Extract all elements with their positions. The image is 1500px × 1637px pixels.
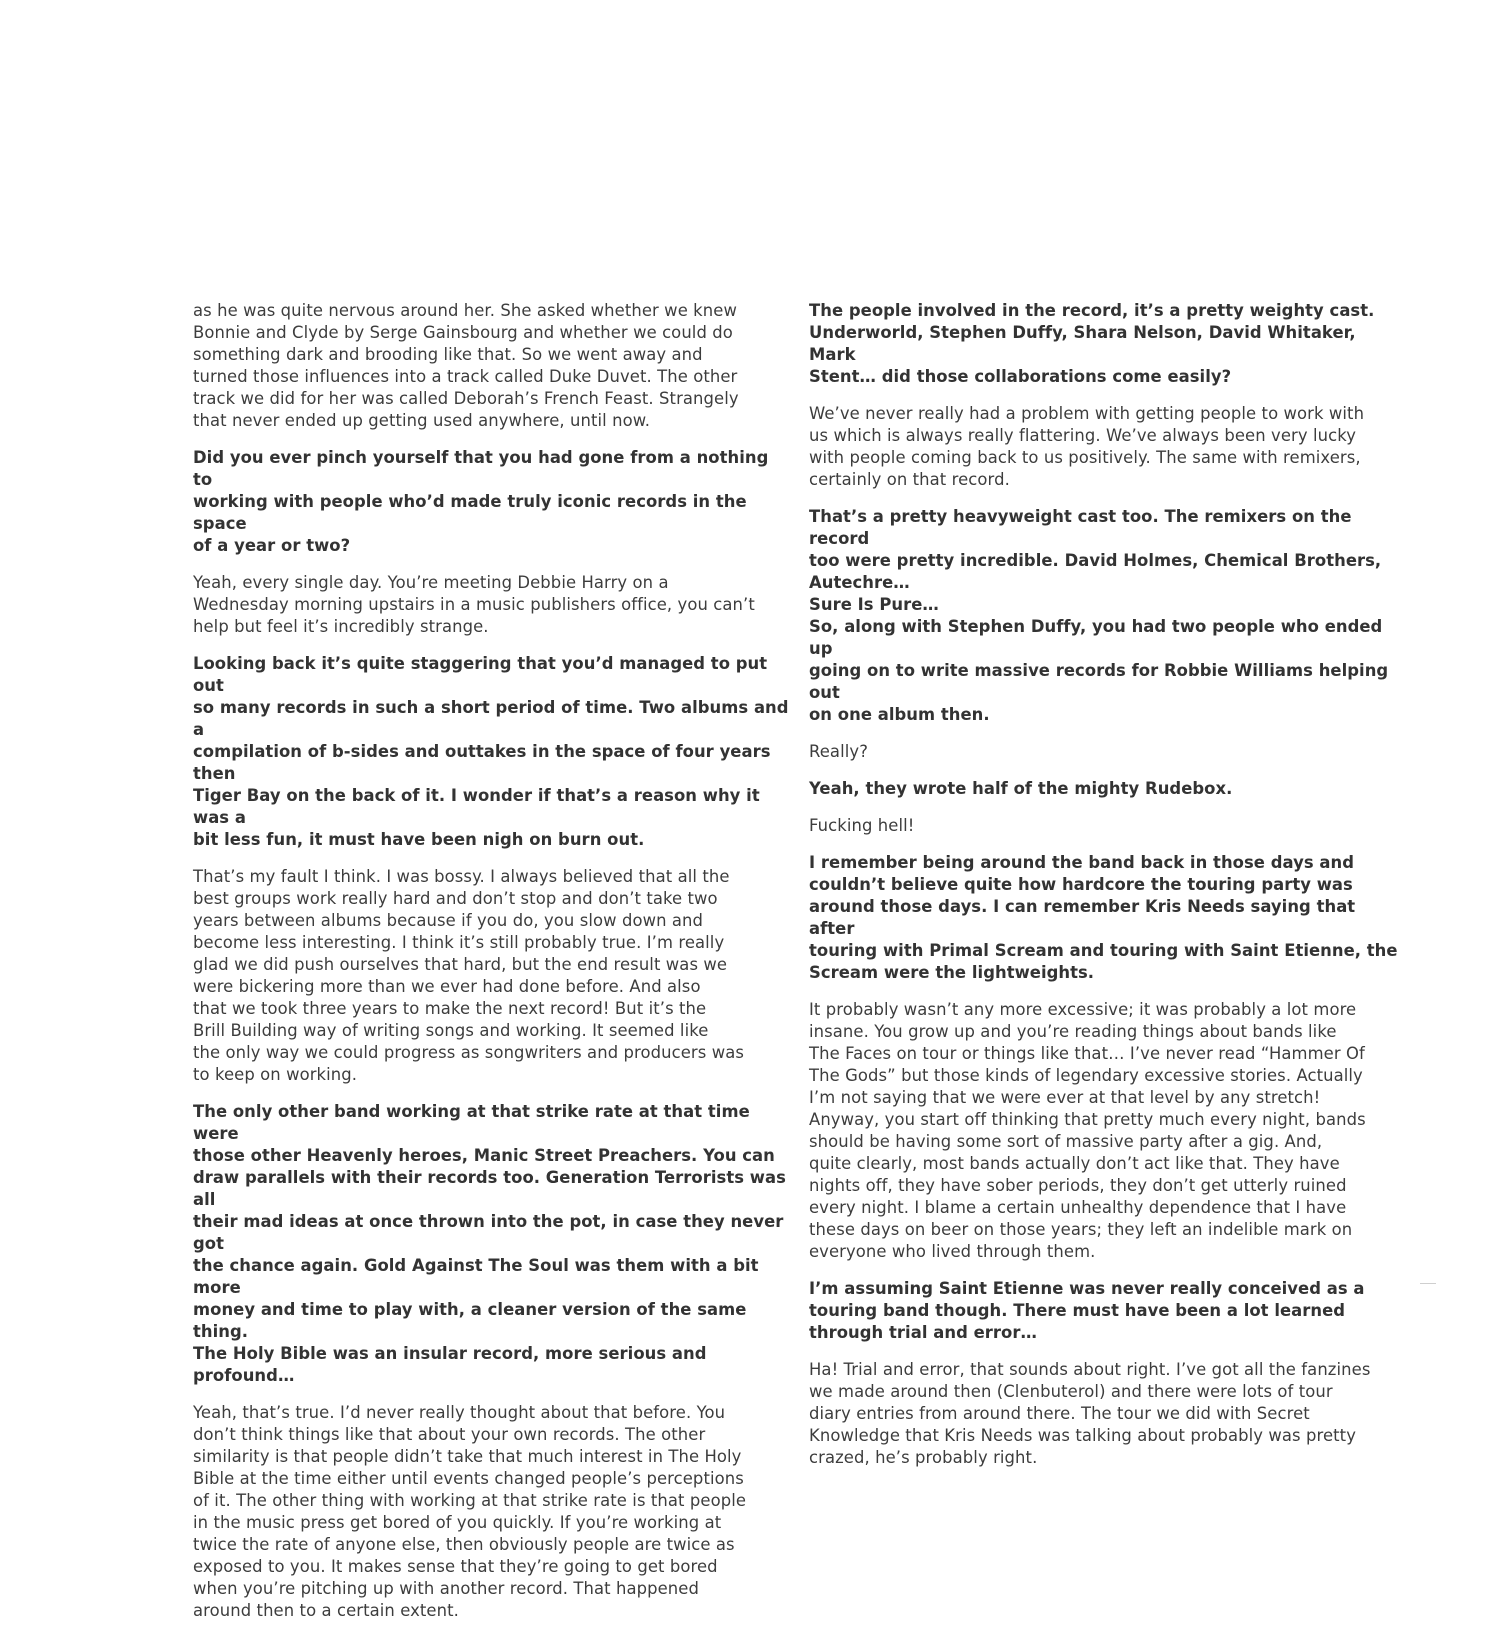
question-paragraph: The people involved in the record, it’s a pretty weighty cast. Underworld, Stephen Duffy, Shara Nelson, David Whitaker, Mark Stent… did those collaborations come easily? bbox=[809, 301, 1375, 386]
question-paragraph: Looking back it’s quite staggering that you’d managed to put out so many records in such a short period of time. Two albums and a compilation of b-sides and outtakes in the space of four years then Tiger Bay on the back of it. I wonder if that’s a reason why it was a bit less fun, it must have been nigh on burn out. bbox=[193, 654, 789, 849]
answer-paragraph: It probably wasn’t any more excessive; it was probably a lot more insane. You grow up and you’re reading things about bands like The Faces on tour or things like that… I’ve never read “Hammer Of The Gods” but those kinds of legendary excessive stories. Actually I’m not saying that we were ever at that level by any stretch! Anyway, you start off thinking that pretty much every night, bands should be having some sort of massive party after a gig. And, quite clearly, most bands actually don’t act like that. They have nights off, they have sober periods, they don’t get utterly ruined every night. I blame a certain unhealthy dependence that I have these days on beer on those years; they left an indelible mark on everyone who lived through them. bbox=[809, 1000, 1366, 1261]
right-column bbox=[809, 300, 1405, 1484]
answer-paragraph: Really? bbox=[809, 742, 868, 761]
answer-paragraph: Ha! Trial and error, that sounds about right. I’ve got all the fanzines we made around then (Clenbuterol) and there were lots of tour diary entries from around there. The tour we did with Secret Knowledge that Kris Needs was talking about probably was pretty crazed, he’s probably right. bbox=[809, 1360, 1371, 1467]
question-paragraph: I remember being around the band back in those days and couldn’t believe quite how hardcore the touring party was around those days. I can remember Kris Needs saying that after touring with Primal Scream and touring with Saint Etienne, the Scream were the lightweights. bbox=[809, 853, 1398, 982]
answer-paragraph: That’s my fault I think. I was bossy. I always believed that all the best groups work really hard and don’t stop and don’t take two years between albums because if you do, you slow down and become less interesting. I think it’s still probably true. I’m really glad we did push ourselves that hard, but the end result was we were bickering more than we ever had done before. And also that we took three years to make the next record! But it’s the Brill Building way of writing songs and working. It seemed like the only way we could progress as songwriters and producers was to keep on working. bbox=[193, 867, 744, 1084]
left-column bbox=[193, 300, 791, 1637]
question-paragraph: That’s a pretty heavyweight cast too. The remixers on the record too were pretty incredible. David Holmes, Chemical Brothers, Autechre… Sure Is Pure… So, along with Stephen Duffy, you had two people who ended up going on to write massive records for Robbie Williams helping out on one album then. bbox=[809, 507, 1389, 724]
answer-paragraph: We’ve never really had a problem with getting people to work with us which is always really flattering. We’ve always been very lucky with people coming back to us positively. The same with remixers, certainly on that record. bbox=[809, 404, 1365, 489]
answer-paragraph: Fucking hell! bbox=[809, 816, 915, 835]
question-paragraph: I’m assuming Saint Etienne was never really conceived as a touring band though. There must have been a lot learned through trial and error… bbox=[809, 1279, 1365, 1342]
question-paragraph: The only other band working at that strike rate at that time were those other Heavenly heroes, Manic Street Preachers. You can draw parallels with their records too. Generation Terrorists was all their mad ideas at once thrown into the pot, in case they never got the chance again. Gold Against The Soul was them with a bit more money and time to play with, a cleaner version of the same thing. The Holy Bible was an insular record, more serious and profound… bbox=[193, 1102, 786, 1385]
answer-paragraph: Yeah, that’s true. I’d never really thought about that before. You don’t think things like that about your own records. The other similarity is that people didn’t take that much interest in The Holy Bible at the time either until events changed people’s perceptions of it. The other thing with working at that strike rate is that people in the music press get bored of you quickly. If you’re working at twice the rate of anyone else, then obviously people are twice as exposed to you. It makes sense that they’re going to get bored when you’re pitching up with another record. That happened around then to a certain extent. bbox=[193, 1403, 747, 1620]
margin-tick-mark bbox=[1420, 1283, 1436, 1284]
answer-paragraph: as he was quite nervous around her. She asked whether we knew Bonnie and Clyde by Serge Gainsbourg and whether we could do something dark and brooding like that. So we went away and turned those influences into a track called Duke Duvet. The other track we did for her was called Deborah’s French Feast. Strangely that never ended up getting used anywhere, until now. bbox=[193, 301, 739, 430]
answer-paragraph: Yeah, every single day. You’re meeting Debbie Harry on a Wednesday morning upstairs in a music publishers office, you can’t help but feel it’s incredibly strange. bbox=[193, 573, 755, 636]
question-paragraph: Yeah, they wrote half of the mighty Rudebox. bbox=[809, 779, 1233, 798]
question-paragraph: Did you ever pinch yourself that you had gone from a nothing to working with people who’d made truly iconic records in the space of a year or two? bbox=[193, 448, 769, 555]
